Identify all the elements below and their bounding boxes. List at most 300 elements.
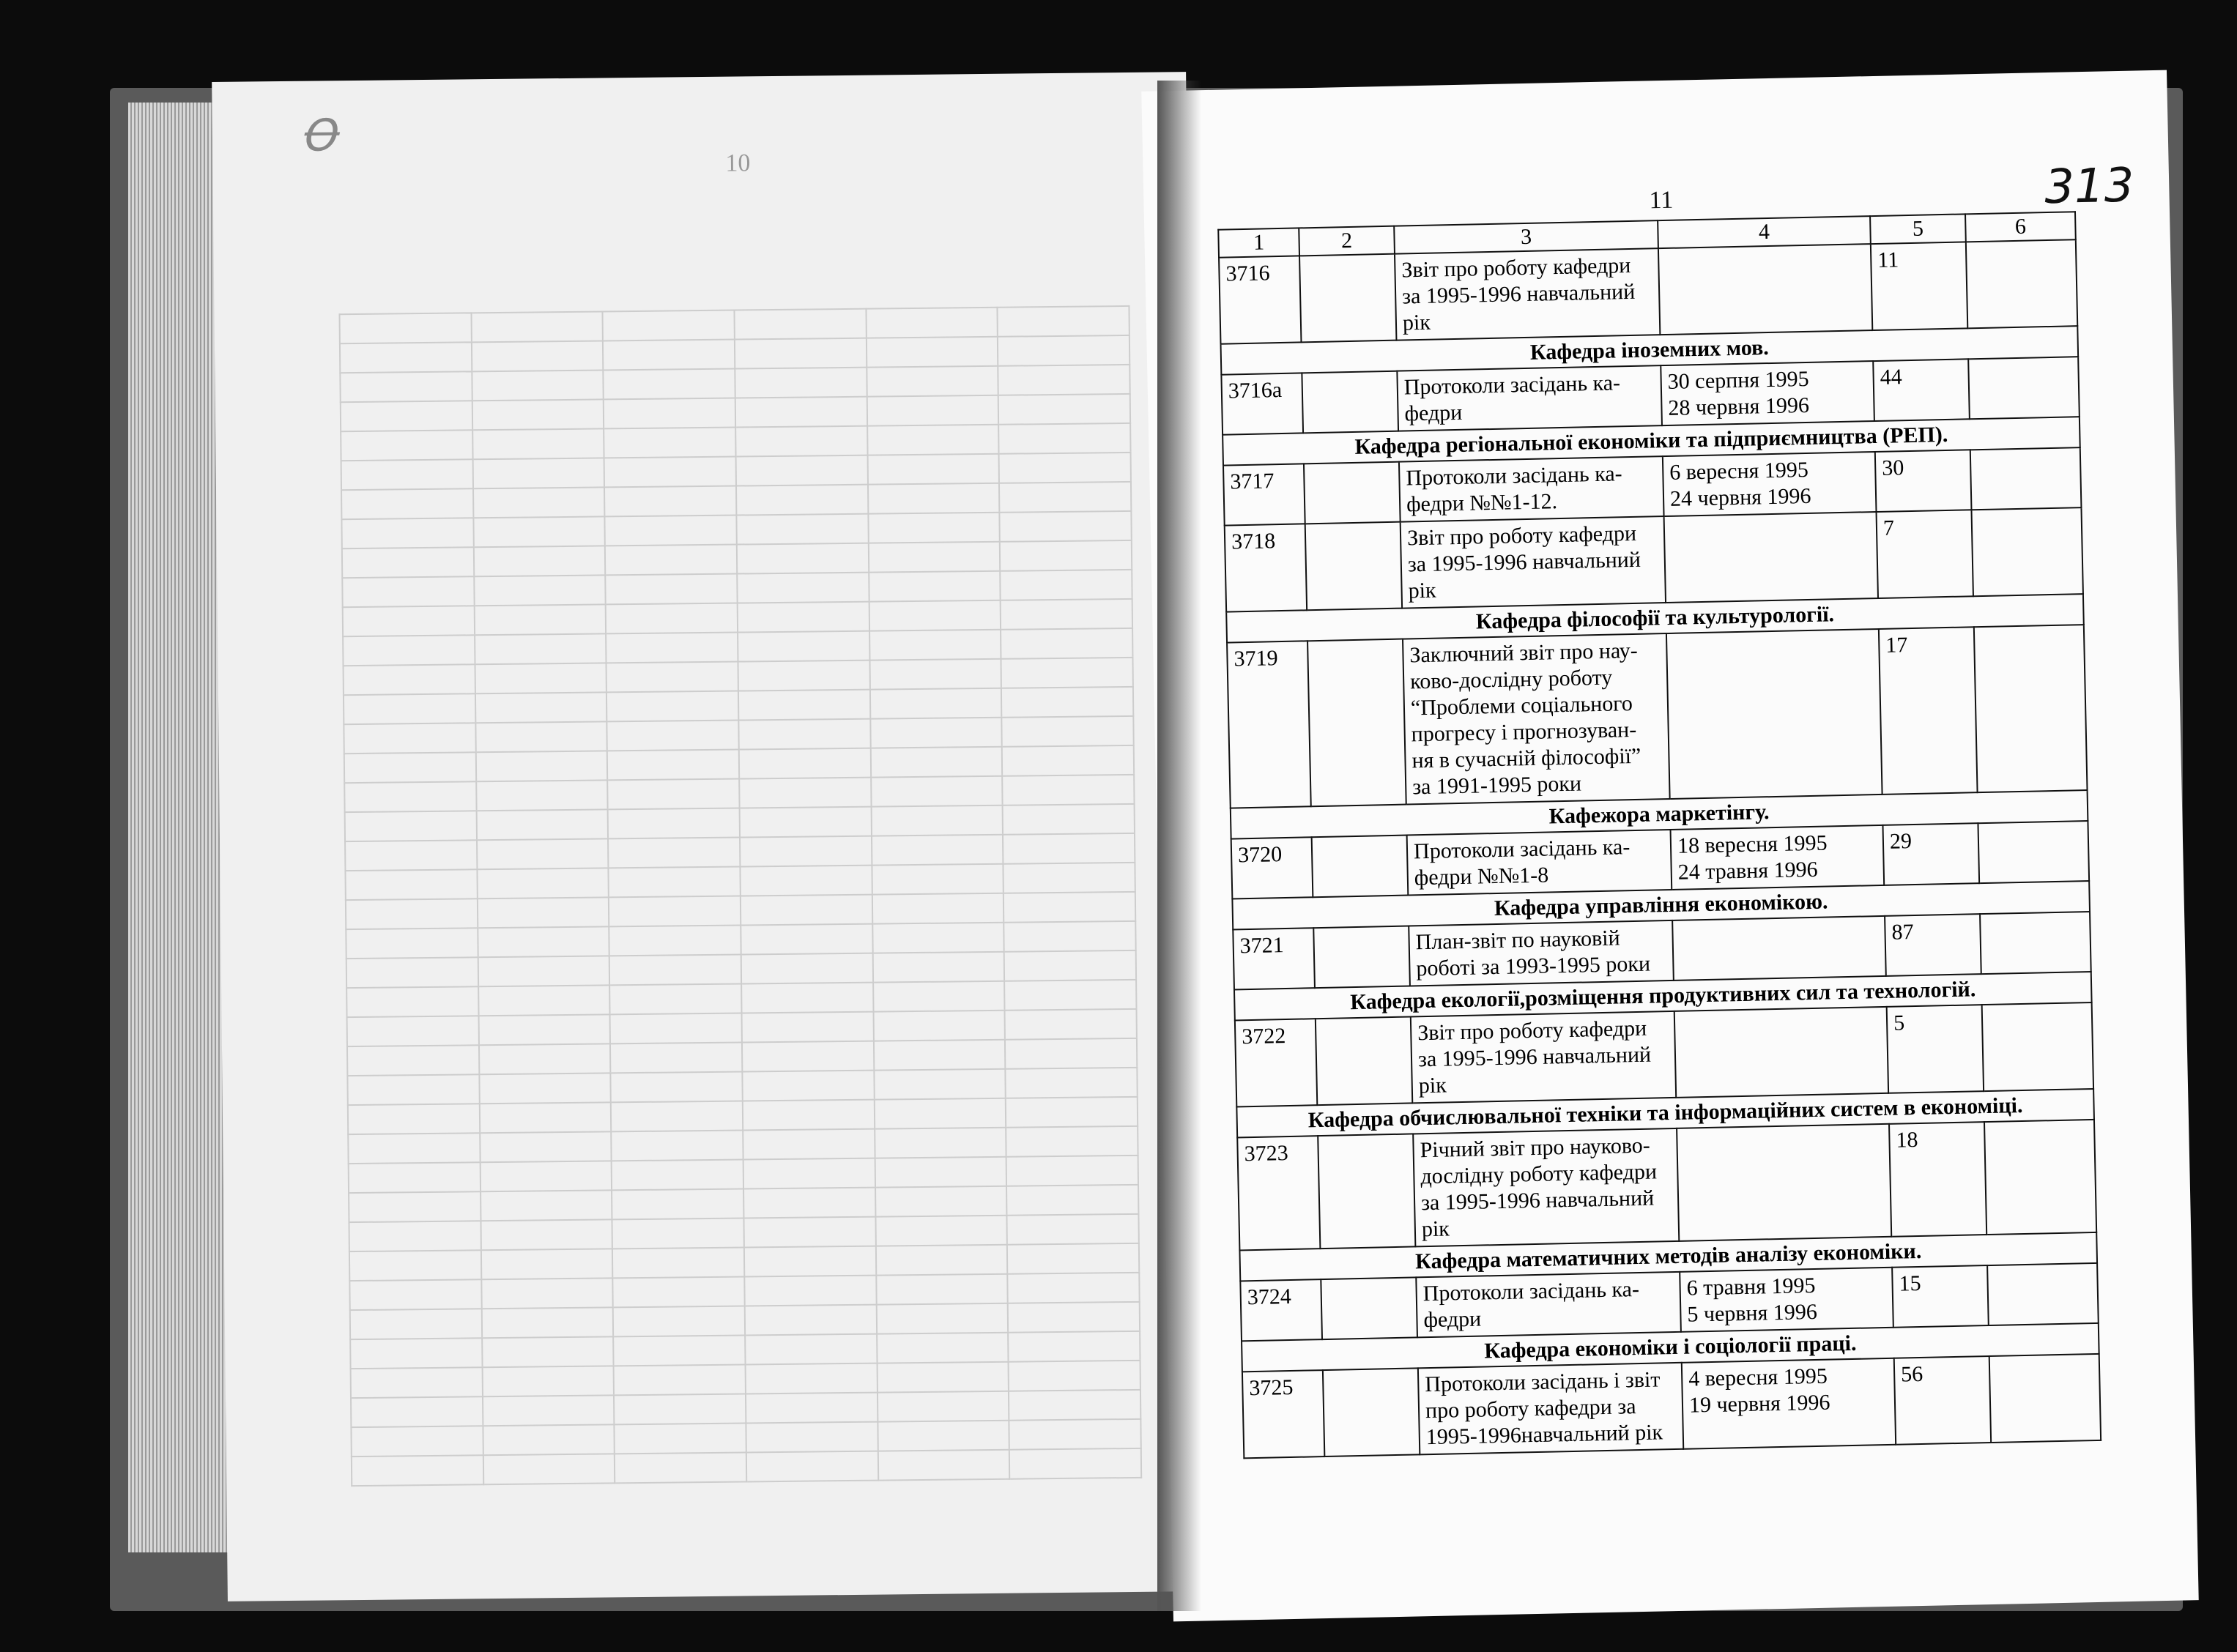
ghost-cell [1004,892,1135,923]
ghost-cell [482,1366,614,1396]
record-number-cell: 3725 [1242,1370,1324,1458]
record-number-cell: 3718 [1225,524,1307,611]
gutter-shadow [1157,81,1201,1611]
record-dates-cell [1658,244,1872,335]
empty-cell [1968,357,2080,419]
ghost-cell [875,1216,1007,1246]
ghost-cell [349,1191,481,1222]
ghost-cell [1001,658,1133,688]
ghost-cell [871,776,1003,807]
ghost-cell [873,981,1005,1012]
ghost-cell [350,1338,482,1369]
ghost-cell [480,1161,612,1191]
ghost-cell [746,1393,878,1424]
record-pages-cell: 7 [1877,510,1973,598]
ghost-cell [615,1423,746,1454]
ghost-cell [475,692,607,723]
ghost-cell [875,1128,1006,1158]
ghost-cell [1002,716,1134,747]
ghost-cell [349,1279,481,1310]
ghost-cell [867,454,999,485]
ghost-cell [481,1190,612,1221]
ghost-cell [608,808,740,839]
ghost-cell [604,486,736,517]
ghost-cell [741,1012,873,1043]
record-dates-cell: 4 вересня 1995 19 червня 1996 [1682,1358,1896,1449]
empty-cell [1982,1002,2093,1091]
ghost-cell [472,370,604,401]
ghost-cell [606,662,738,693]
ghost-cell [479,1102,611,1133]
ghost-cell [606,603,738,634]
record-title-cell: Протоколи засідань і звіт про роботу кафедри за 1995-1996навчальний рік [1418,1363,1683,1455]
ghost-cell [1008,1331,1140,1362]
ghost-cell [610,1043,742,1074]
ghost-cell [472,428,604,459]
ghost-cell [876,1303,1008,1334]
ghost-cell [739,748,871,779]
ghost-cell [743,1158,875,1189]
ghost-cell [1004,980,1136,1011]
ghost-cell [609,955,741,986]
ghost-cell [342,547,474,578]
ghost-cell [340,313,472,343]
ghost-cell [742,1041,874,1072]
ghost-cell [478,897,609,928]
record-number-cell: 3716а [1221,373,1303,434]
ghost-cell [351,1367,483,1398]
record-pages-cell: 5 [1887,1005,1984,1093]
ghost-cell [605,516,737,546]
record-dates-cell: 6 травня 1995 5 червня 1996 [1680,1268,1893,1332]
record-pages-cell: 87 [1885,914,1981,976]
bleed-through-ghost [338,190,1142,1487]
record-dates-cell [1677,1124,1891,1241]
record-title-cell: Протоколи засідань ка- федри [1416,1272,1681,1338]
empty-cell [1299,254,1396,343]
ghost-cell [735,338,867,369]
ghost-cell [872,923,1004,953]
ghost-cell [1000,540,1132,571]
ghost-cell [1007,1214,1139,1245]
ghost-cell [867,395,998,426]
ghost-cell [609,984,741,1015]
ghost-cell [471,311,603,342]
ghost-cell [604,398,735,429]
ghost-cell [741,895,872,926]
ghost-cell [343,635,475,666]
record-number-cell: 3723 [1237,1136,1320,1250]
ghost-cell [998,394,1130,425]
ghost-cell [340,371,472,402]
ghost-cell [876,1274,1008,1305]
ghost-cell [869,659,1001,690]
ghost-cell [870,718,1002,748]
record-title-cell: Звіт про роботу кафедри за 1995-1996 навчальний рік [1401,516,1666,609]
ghost-cell [342,576,474,607]
ghost-cell [746,1363,878,1394]
department-heading: Кафедра обчислювальної техніки та інформаційних систем в економіці. [1236,1089,2094,1137]
ghost-cell [738,690,870,721]
ghost-cell [345,811,477,841]
empty-cell [1974,625,2088,792]
ghost-cell [341,401,472,431]
table-row [1242,1354,2101,1458]
record-pages-cell: 56 [1894,1356,1991,1445]
ghost-cell [1003,804,1135,835]
ghost-cell [745,1305,877,1336]
ghost-cell [477,838,609,869]
ghost-cell [476,780,608,811]
ghost-cell [1003,833,1135,864]
ghost-cell [612,1218,744,1249]
ghost-cell [872,835,1004,866]
empty-cell [1307,639,1406,807]
record-dates-cell [1666,629,1882,799]
ghost-cell [736,485,868,516]
header-cell: 4 [1658,216,1871,248]
empty-cell [1980,912,2091,974]
record-pages-cell: 30 [1875,450,1972,512]
ghost-cell [875,1157,1006,1188]
left-page-number: 10 [725,149,751,177]
ghost-cell [609,926,741,956]
ghost-cell [736,514,868,545]
ghost-cell [607,750,739,781]
ghost-cell [348,1133,480,1164]
ghost-cell [740,807,872,838]
ghost-cell [998,335,1129,366]
header-cell: 1 [1218,228,1299,257]
ghost-cell [607,721,739,751]
ghost-cell [739,778,871,808]
ghost-cell [743,1188,875,1218]
ghost-cell [738,602,869,633]
ghost-cell [472,399,604,430]
department-heading: Кафедра іноземних мов. [1221,326,2079,374]
ghost-cell [874,1040,1006,1071]
ghost-cell [345,869,477,900]
ghost-cell [872,864,1004,895]
ghost-cell [1001,628,1132,659]
ghost-cell [738,661,869,691]
ghost-cell [742,1071,874,1101]
ghost-cell [606,691,738,722]
ghost-cell [1007,1243,1139,1274]
ghost-cell [612,1131,743,1161]
ghost-cell [475,721,607,752]
ghost-cell [1009,1419,1141,1450]
ghost-cell [481,1219,612,1250]
record-title-cell: Протоколи засідань ка- федри №№1-12. [1399,456,1664,522]
ghost-cell [735,368,867,398]
ghost-cell [473,487,605,518]
ghost-cell [1006,1126,1138,1157]
ghost-cell [998,306,1129,337]
page-number: 11 [1649,186,1674,215]
empty-cell [1966,239,2077,328]
ghost-cell [870,747,1002,778]
record-title-cell: Протоколи засідань ка- федри №№1-8 [1407,830,1672,896]
ghost-cell [346,928,478,959]
ghost-cell [349,1162,481,1193]
record-number-cell: 3722 [1235,1019,1317,1106]
ghost-cell [1004,863,1135,893]
ghost-cell [1005,1038,1137,1069]
ghost-cell [349,1250,481,1281]
header-cell: 6 [1965,212,2076,242]
ghost-cell [738,631,869,662]
record-number-cell: 3720 [1231,837,1313,898]
ghost-cell [474,604,606,635]
department-heading: Кафедра управління економікою. [1232,881,2090,929]
ghost-cell [481,1307,613,1338]
ghost-cell [610,1013,742,1044]
ghost-cell [869,600,1001,631]
ghost-cell [740,836,872,867]
table-row [1227,625,2087,808]
record-pages-cell: 15 [1892,1265,1989,1328]
ghost-cell [874,1098,1006,1129]
left-page-corner-mark: Ꝋ [300,111,336,160]
ghost-cell [1006,1068,1138,1098]
record-pages-cell: 18 [1889,1122,1986,1237]
ghost-cell [614,1364,746,1395]
ghost-cell [612,1160,743,1191]
inventory-table [1217,211,2101,1459]
empty-cell [1970,447,2082,510]
ghost-cell [735,397,867,428]
ghost-cell [1001,599,1132,630]
empty-cell [1316,1016,1412,1105]
ghost-cell [745,1334,877,1365]
ghost-cell [613,1335,745,1366]
ghost-cell [603,340,735,371]
record-number-cell: 3721 [1233,928,1315,989]
ghost-cell [480,1131,612,1162]
ghost-cell [877,1362,1009,1393]
header-cell: 2 [1299,226,1395,256]
empty-cell [1984,1120,2096,1235]
ghost-cell [998,365,1130,395]
ghost-cell [347,1045,479,1076]
ghost-cell [1008,1273,1140,1303]
ghost-cell [877,1333,1009,1363]
ghost-cell [474,575,606,606]
ghost-cell [347,1074,479,1105]
empty-cell [1313,926,1410,988]
ghost-cell [479,1043,611,1074]
ghost-cell [1006,1097,1138,1128]
record-dates-cell: 18 вересня 1995 24 травня 1996 [1671,825,1885,890]
ghost-cell [878,1391,1009,1422]
record-title-cell: Заключний звіт про нау- ково-дослідну роботу “Проблеми соціального прогресу і прогнозуван- ня в сучасній філософії” за 1991-1995 роки [1403,633,1670,804]
ghost-cell [1001,570,1132,600]
ghost-cell [746,1451,878,1482]
ghost-cell [738,719,870,750]
ghost-cell [878,1450,1009,1481]
ghost-cell [1002,745,1134,776]
record-dates-cell: 6 вересня 1995 24 червня 1996 [1663,452,1877,516]
empty-cell [1321,1277,1417,1339]
ghost-cell [871,805,1003,836]
ghost-cell [348,1104,480,1134]
ghost-cell [870,688,1002,719]
ghost-cell [344,723,475,754]
ghost-cell [605,545,737,576]
ghost-cell [746,1422,878,1453]
ghost-cell [604,428,735,458]
ghost-cell [349,1221,481,1251]
ghost-cell [477,868,609,898]
record-title-cell: План-звіт по науковій роботі за 1993-1995 роки [1409,920,1674,986]
ghost-cell [475,663,606,693]
ghost-cell [473,516,605,547]
ghost-cell [999,482,1131,513]
ghost-cell [479,1073,611,1104]
empty-cell [1323,1368,1420,1456]
empty-cell [1318,1134,1415,1249]
ghost-cell [867,366,998,397]
record-dates-cell [1672,916,1886,981]
ghost-cell [875,1245,1007,1276]
ghost-cell [604,457,736,488]
ghost-cell [341,518,473,548]
record-title-cell: Протоколи засідань ка- федри [1397,365,1662,431]
ghost-cell [476,809,608,840]
ghost-cell [878,1421,1009,1451]
ghost-cell [478,956,609,986]
department-heading: Кафедра економіки і соціології праці. [1242,1323,2099,1372]
record-title-cell: Звіт про роботу кафедри за 1995-1996 навчальний рік [1411,1011,1676,1104]
ghost-cell [614,1394,746,1424]
ghost-cell [1002,775,1134,805]
bleed-through-table [338,305,1142,1487]
ghost-cell [475,751,607,781]
ghost-cell [875,1186,1007,1217]
ghost-cell [609,867,741,898]
ghost-cell [483,1454,615,1484]
ghost-cell [352,1455,483,1486]
right-page [1141,70,2198,1622]
ghost-cell [743,1217,875,1248]
ghost-cell [1004,950,1136,981]
ghost-cell [872,893,1004,924]
empty-cell [1971,507,2082,596]
ghost-cell [341,430,472,461]
header-cell: 5 [1870,214,1966,244]
ghost-cell [350,1309,482,1339]
ghost-cell [1006,1156,1138,1186]
ghost-cell [1001,687,1133,718]
ghost-cell [345,840,477,871]
ghost-cell [346,898,478,929]
ghost-cell [611,1101,743,1132]
department-heading: Кафедра регіональної економіки та підприємництва (РЕП). [1223,417,2080,465]
record-dates-cell: 30 серпня 1995 28 червня 1996 [1661,361,1874,425]
ghost-cell [607,779,739,810]
ghost-cell [483,1395,615,1426]
record-number-cell: 3717 [1223,464,1305,525]
ghost-cell [1009,1390,1140,1421]
ghost-cell [346,957,478,988]
ghost-cell [744,1246,876,1277]
record-number-cell: 3719 [1227,641,1311,808]
ghost-cell [1005,1009,1137,1040]
ghost-cell [344,752,476,783]
record-dates-cell [1674,1007,1888,1098]
ghost-cell [612,1189,743,1220]
ghost-cell [998,423,1130,454]
ghost-cell [615,1452,746,1483]
ghost-cell [482,1336,614,1367]
ghost-cell [606,633,738,663]
ghost-cell [735,426,867,457]
ghost-cell [341,488,473,519]
ghost-cell [999,453,1131,483]
ghost-cell [611,1072,743,1103]
ghost-cell [483,1424,615,1455]
empty-cell [1312,836,1409,898]
ghost-cell [612,1247,744,1278]
ghost-cell [869,630,1001,661]
ghost-cell [481,1278,613,1309]
ghost-cell [734,309,866,340]
record-title-cell: Річний звіт про науково- дослідну роботу кафедри за 1995-1996 навчальний рік [1413,1128,1679,1247]
empty-cell [1305,522,1402,611]
ghost-cell [740,866,872,896]
empty-cell [1304,462,1401,524]
ghost-cell [351,1426,483,1456]
left-page [212,72,1202,1601]
ghost-cell [347,1016,479,1046]
ghost-cell [868,513,1000,543]
ghost-cell [341,459,473,490]
ghost-cell [606,574,738,605]
ghost-cell [741,983,873,1013]
ghost-cell [472,458,604,488]
department-heading: Кафедра філософії та культурології. [1226,594,2084,642]
ghost-cell [481,1249,613,1279]
ghost-cell [351,1396,483,1427]
table-row [1237,1120,2096,1250]
ghost-cell [737,573,869,603]
ghost-cell [474,546,606,576]
ghost-cell [613,1306,745,1336]
ghost-cell [1006,1185,1138,1216]
ghost-cell [604,369,735,400]
ghost-cell [1004,921,1136,952]
empty-cell [1302,371,1398,434]
record-pages-cell: 11 [1871,242,1967,330]
ghost-cell [609,896,741,927]
record-pages-cell: 17 [1879,627,1978,795]
ghost-cell [478,1014,610,1045]
ghost-cell [1000,511,1132,542]
ghost-cell [603,310,735,341]
ghost-cell [874,1069,1006,1100]
empty-cell [1987,1263,2099,1325]
ghost-cell [872,952,1004,983]
ghost-cell [478,985,610,1016]
ghost-cell [1009,1361,1140,1391]
ghost-cell [343,606,475,636]
ghost-cell [478,926,609,957]
ghost-cell [743,1129,875,1160]
record-pages-cell: 29 [1882,823,1979,885]
ghost-cell [868,483,1000,514]
ghost-cell [1008,1302,1140,1333]
